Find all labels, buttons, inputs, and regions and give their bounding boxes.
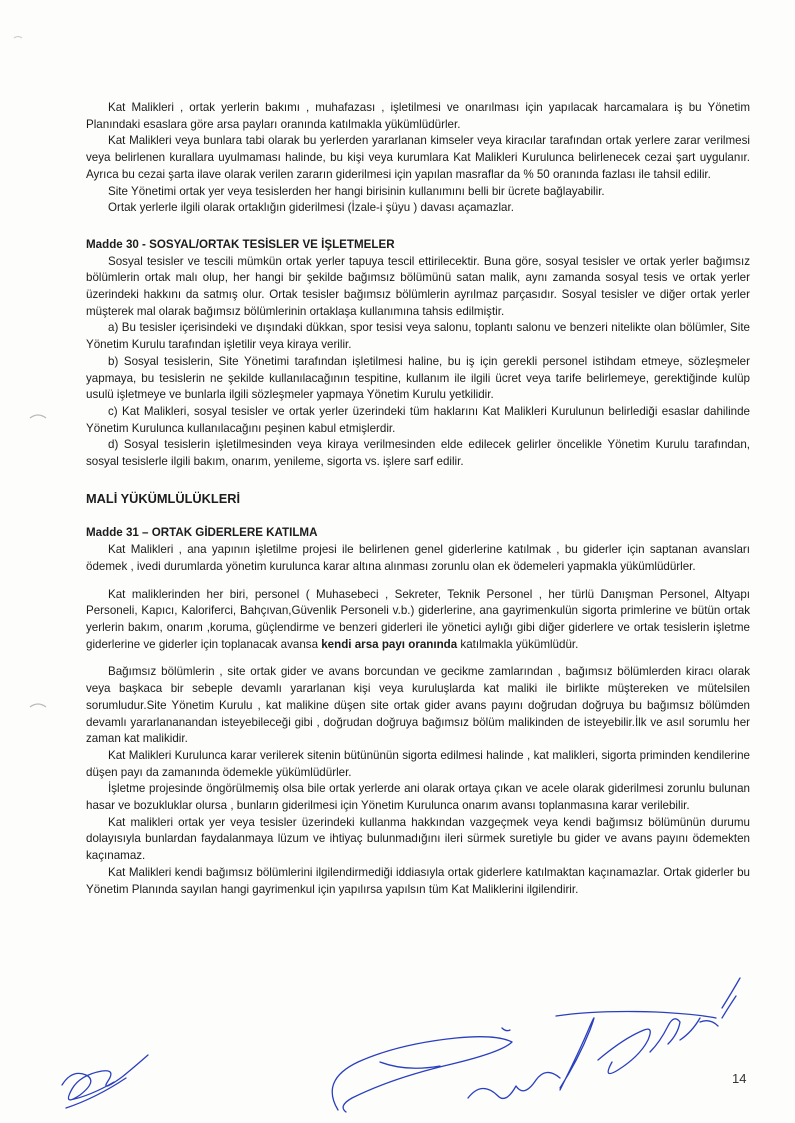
madde-31-paragraph-2-text: Kat maliklerinden her biri, personel ( Muhasebeci , Sekreter, Teknik Personel , her türlü Danışman Personel, Altyapı Personeli, Kapıcı, Kaloriferci, Bahçıvan,Güvenlik Personeli v.b.) giderlerine, ana gayrimenkulün sigorta primlerine ve bütün ortak yerlerin bakım, onarım ,koruma, güçlendirme ve benzeri giderleri ile yönetici aylığı gibi diğer giderlere ve ortak tesislerin işletme giderlerine ve giderler için toplanacak avansa [86, 587, 750, 651]
page-content [86, 100, 750, 898]
madde-31-emphasis: kendi arsa payı oranında [321, 637, 458, 651]
madde-31-paragraph-2-tail: katılmakla yükümlüdür. [457, 637, 579, 651]
madde-30-item-a: a) Bu tesisler içerisindeki ve dışındaki dükkan, spor tesisi veya salonu, toplantı salonu ve benzeri nitelikte olan bölümler, Site Yönetim Kurulu tarafından işletilir veya kiraya verilir. [86, 321, 750, 352]
corner-mark [14, 37, 22, 39]
madde-31-paragraph-6: Kat malikleri ortak yer veya tesisler üzerindeki kullanma hakkından vazgeçmek veya kendi bağımsız bölümünün durumu dolayısıyla bunlardan faydalanmaya lüzum ve ihtiyaç bulunmadığını ileri sürmek suretiyle bu gider ve avans payını ödemekten kaçınamaz. [86, 815, 750, 863]
madde-31-paragraph-2 [86, 587, 750, 654]
page-number: 14 [732, 1071, 747, 1086]
madde-30-title: Madde 30 - SOSYAL/ORTAK TESİSLER VE İŞLETMELER [86, 237, 395, 251]
madde-31-paragraph-3: Bağımsız bölümlerin , site ortak gider ve avans borcundan ve gecikme zamlarından , bağımsız bölümlerden kiracı olarak veya başkaca bir sebeple devamlı yararlanan kişi veya kuruluşlarda kat maliki ile birlikte müştereken ve mütelsilen sorumludur.Site Yönetim Kurulu , kat malikine düşen site ortak gider avans payını doğrudan doğruya bu bağımsız bölümden devamlı yararlananandan isteyebileceği gibi , doğrudan doğruya bağımsız bölüm malikinden de isteyebilir.İlk ve asıl sorumlu her zaman kat malikidir. [86, 665, 750, 746]
signature-1 [62, 1055, 148, 1108]
punch-mark-top [30, 415, 46, 418]
section-title: MALİ YÜKÜMLÜLÜKLERİ [86, 490, 241, 506]
madde-31-paragraph-4: Kat Malikleri Kurulunca karar verilerek sitenin bütününün sigorta edilmesi halinde , kat malikleri, sigorta priminden kendilerine düşen payı da zamanında ödemekle yükümlüdürler. [86, 748, 750, 779]
intro-paragraph-4: Ortak yerlerle ilgili olarak ortaklığın giderilmesi (İzale-i şüyu ) davası açamazlar. [108, 201, 514, 215]
signature-4 [556, 978, 740, 1018]
signature-2 [332, 1028, 560, 1112]
intro-paragraph-3: Site Yönetimi ortak yer veya tesislerden her hangi birisinin kullanımını belli bir ücrete bağlayabilir. [108, 184, 605, 198]
signature-3 [560, 996, 736, 1090]
madde-30-item-c: c) Kat Malikleri, sosyal tesisler ve ortak yerler üzerindeki tüm haklarını Kat Malikleri Kurulunun belirlediği esaslar dahilinde Yönetim Kurulunca kullanılacağını peşinen kabul etmişlerdir. [86, 404, 750, 435]
madde-30-item-d: d) Sosyal tesislerin işletilmesinden veya kiraya verilmesinden elde edilecek gelirler öncelikle Yönetim Kurulu tarafından, sosyal tesislerle ilgili bakım, onarım, yenileme, sigorta vs. işlere sarf edilir. [86, 438, 750, 469]
madde-31-title: Madde 31 – ORTAK GİDERLERE KATILMA [86, 526, 318, 540]
madde-31-paragraph-1: Kat Malikleri , ana yapının işletilme projesi ile belirlenen genel giderlerine katılmak , bu giderler için saptanan avansları ödemek , ivedi durumlarda yönetim kurulunca karar altına alınması zorunlu olan ek ödemeleri yapmakla yükümlüdürler. [86, 543, 750, 573]
madde-31-paragraph-7: Kat Malikleri kendi bağımsız bölümlerini ilgilendirmediği iddiasıyla ortak giderlere katılmaktan kaçınamazlar. Ortak giderler bu Yönetim Planında sayılan hangi gayrimenkul için yapılırsa yapılsın tüm Kat Maliklerini ilgilendirir. [86, 865, 750, 896]
intro-paragraph-1: Kat Malikleri , ortak yerlerin bakımı , muhafazası , işletilmesi ve onarılması için yapılacak harcamalara iş bu Yönetim Planındaki esaslara göre arsa payları oranında katılmakla yükümlüdürler. [86, 101, 750, 131]
punch-mark-bottom [30, 704, 46, 707]
madde-30-paragraph-1: Sosyal tesisler ve tescili mümkün ortak yerler tapuya tescil ettirilecektir. Buna göre, sosyal tesisler ve ortak yerler bağımsız bölümlerin ortak malı olup, her hangi bir şekilde bağımsız bölümünü satan malik, aynı zamanda sosyal tesis ve ortak yerler üzerindeki hakkını da satmış olur. Ortak tesisler bağımsız bölümlerin ayrılmaz parçasıdır. Sosyal tesisler ve diğer ortak yerler müşterek mal olarak bağımsız bölümlerinin ortaklaşa kullanımına tahsis edilmiştir. [86, 254, 750, 318]
madde-30-item-b: b) Sosyal tesislerin, Site Yönetimi tarafından işletilmesi haline, bu iş için gerekli personel istihdam etmeye, sözleşmeler yapmaya, bu tesislerin ne şekilde kullanılacağının tespitine, kullanım ile ilgili ücret veya tarife belirlemeye, gerektiğinde kulüp usulü işletmeye ve bunlarla ilgili sözleşmeler yapmaya Yönetim Kurulu yetkilidir. [86, 354, 750, 402]
madde-31-paragraph-5: İşletme projesinde öngörülmemiş olsa bile ortak yerlerde ani olarak ortaya çıkan ve acele olarak giderilmesi zorunlu bulunan hasar ve bozukluklar olursa , bunların giderilmesi için Yönetim Kurulunca onarım avansı toplanmasına karar verilebilir. [86, 782, 750, 813]
intro-paragraph-2: Kat Malikleri veya bunlara tabi olarak bu yerlerden yararlanan kimseler veya kiracılar tarafından ortak yerlere zarar verilmesi veya belirlenen kurallara uyulmaması halinde, bu kişi veya kurumlara Kat Malikleri Kurulunca belirlenecek cezai şart uygulanır. Ayrıca bu cezai şarta ilave olarak verilen zararın giderilmesi için yapılan masraflar da % 50 oranında fazlası ile tahsil edilir. [86, 134, 750, 181]
